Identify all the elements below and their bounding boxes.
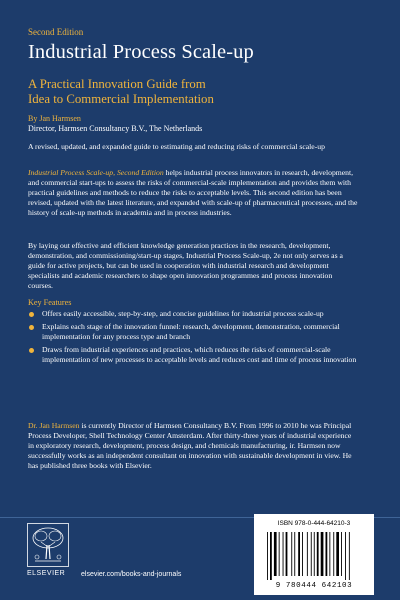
barcode-area (254, 514, 374, 595)
publisher-name: ELSEVIER (27, 570, 66, 577)
key-feature-item (28, 345, 358, 365)
key-feature-text: Offers easily accessible, step-by-step, and concise guidelines for industrial process scale-up (42, 309, 324, 318)
bullet-icon (29, 348, 34, 353)
subtitle-line-1: A Practical Innovation Guide from (28, 77, 206, 91)
elsevier-tree-logo-icon (27, 523, 69, 567)
bullet-icon (29, 325, 34, 330)
blurb-book-title-italic: Industrial Process Scale-up, Second Edition (28, 168, 164, 177)
blurb-paragraph-3: By laying out effective and efficient knowledge generation practices in the research, development, demonstration, and commissioning/start-up stages, Industrial Process Scale-up, 2e not only serves as a guide for active projects, but can be used in cooperation with industrial research and development specialists and academic researchers to shape open innovation programmes and process innovation courses. (28, 241, 343, 291)
isbn-label: ISBN 978-0-444-64210-3 (277, 520, 351, 527)
publisher-url[interactable]: elsevier.com/books-and-journals (81, 571, 182, 578)
author-block (28, 114, 202, 134)
bullet-icon (29, 312, 34, 317)
key-feature-item (28, 322, 358, 342)
blurb-paragraph-2-text: helps industrial process innovators in research, development, and commercial start-ups to assess the risks of commercial-scale implementation and provides them with practical guidelines and methods to reduce the risks to acceptable levels. This second edition has been revised, updated with the latest literature, and expanded with scale-up of pharmaceutical processes, and the history of scale-up methods in academia and in process industries. (28, 168, 358, 218)
bio-text: is currently Director of Harmsen Consultancy B.V. From 1996 to 2010 he was Principal Process Developer, Shell Technology Center Amsterdam. After thirty-three years of industrial experience in exploratory research, development, process design, and chemicals manufacturing, ir. Harmsen now successfully works as an independent consultant on innovation with sustainable development in view. He has published three books with Elsevier. (28, 421, 352, 471)
subtitle-line-2: Idea to Commercial Implementation (28, 92, 214, 106)
key-features-list (28, 309, 358, 368)
blurb-paragraph-1: A revised, updated, and expanded guide to estimating and reducing risks of commercial scale-up (28, 142, 325, 151)
author-bio (28, 421, 358, 471)
edition-label: Second Edition (28, 27, 84, 37)
key-features-heading: Key Features (28, 298, 72, 307)
book-title: Industrial Process Scale-up (28, 41, 254, 63)
key-feature-item (28, 309, 358, 319)
author-name: By Jan Harmsen (28, 114, 81, 123)
bio-author-name: Dr. Jan Harmsen (28, 421, 80, 430)
book-subtitle (28, 77, 214, 107)
blurb-paragraph-2 (28, 168, 358, 218)
author-affiliation: Director, Harmsen Consultancy B.V., The Netherlands (28, 124, 203, 133)
barcode-number: 9 780444 642103 (275, 582, 353, 590)
barcode-icon (265, 532, 365, 580)
key-feature-text: Explains each stage of the innovation funnel: research, development, demonstration, commercial implementation for any process type and branch (42, 322, 340, 342)
key-feature-text: Draws from industrial experiences and practices, which reduces the risks of commercial-scale implementation of new processes to acceptable levels and reduces cost and time of process innovation (42, 345, 357, 365)
